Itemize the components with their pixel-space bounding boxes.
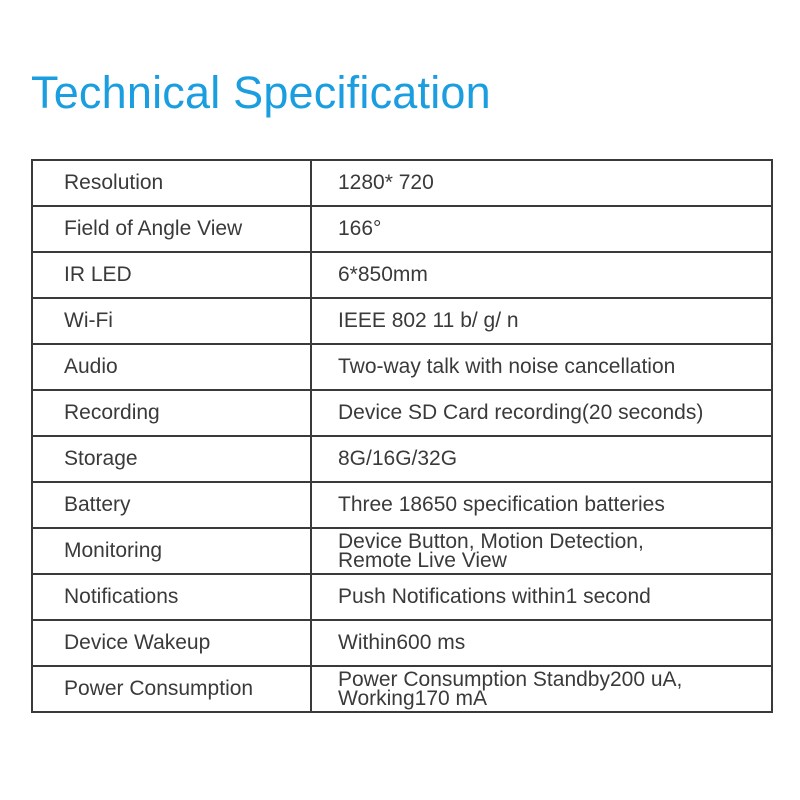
spec-value-recording	[311, 390, 772, 436]
spec-value-line: Power Consumption Standby200 uA,	[338, 668, 683, 691]
spec-value-line: 6*850mm	[338, 263, 428, 286]
spec-label-power-consumption: Power Consumption	[32, 666, 311, 712]
spec-table-body	[32, 160, 772, 712]
spec-value-resolution	[311, 160, 772, 206]
table-row	[32, 574, 772, 620]
spec-value-audio	[311, 344, 772, 390]
spec-value-battery	[311, 482, 772, 528]
spec-label-audio: Audio	[32, 344, 311, 390]
spec-value-wifi	[311, 298, 772, 344]
spec-value-line: IEEE 802 11 b/ g/ n	[338, 309, 519, 332]
spec-value-monitoring	[311, 528, 772, 574]
spec-value-ir-led	[311, 252, 772, 298]
spec-value-line: Push Notifications within1 second	[338, 585, 651, 608]
table-row	[32, 528, 772, 574]
spec-label-ir-led: IR LED	[32, 252, 311, 298]
spec-label-storage: Storage	[32, 436, 311, 482]
table-row	[32, 482, 772, 528]
spec-table	[31, 159, 773, 713]
spec-value-line: 1280* 720	[338, 171, 434, 194]
table-row	[32, 390, 772, 436]
spec-label-field-of-view: Field of Angle View	[32, 206, 311, 252]
spec-value-storage	[311, 436, 772, 482]
spec-value-notifications	[311, 574, 772, 620]
spec-value-line: 166°	[338, 217, 382, 240]
spec-label-recording: Recording	[32, 390, 311, 436]
spec-label-device-wakeup: Device Wakeup	[32, 620, 311, 666]
spec-label-notifications: Notifications	[32, 574, 311, 620]
spec-label-resolution: Resolution	[32, 160, 311, 206]
table-row	[32, 160, 772, 206]
table-row	[32, 436, 772, 482]
spec-value-line: Remote Live View	[338, 549, 507, 572]
spec-value-power-consumption	[311, 666, 772, 712]
spec-label-monitoring: Monitoring	[32, 528, 311, 574]
spec-value-field-of-view	[311, 206, 772, 252]
spec-value-line: Within600 ms	[338, 631, 466, 654]
spec-value-line: Device SD Card recording(20 seconds)	[338, 401, 704, 424]
table-row	[32, 252, 772, 298]
spec-value-line: 8G/16G/32G	[338, 447, 458, 470]
table-row	[32, 666, 772, 712]
spec-value-line: Three 18650 specification batteries	[338, 493, 665, 516]
table-row	[32, 620, 772, 666]
table-row	[32, 344, 772, 390]
spec-value-line: Device Button, Motion Detection,	[338, 530, 644, 553]
spec-label-wifi: Wi-Fi	[32, 298, 311, 344]
spec-value-device-wakeup	[311, 620, 772, 666]
page-title: Technical Specification	[31, 67, 491, 118]
table-row	[32, 298, 772, 344]
spec-label-battery: Battery	[32, 482, 311, 528]
table-row	[32, 206, 772, 252]
spec-value-line: Two-way talk with noise cancellation	[338, 355, 676, 378]
spec-value-line: Working170 mA	[338, 687, 488, 710]
